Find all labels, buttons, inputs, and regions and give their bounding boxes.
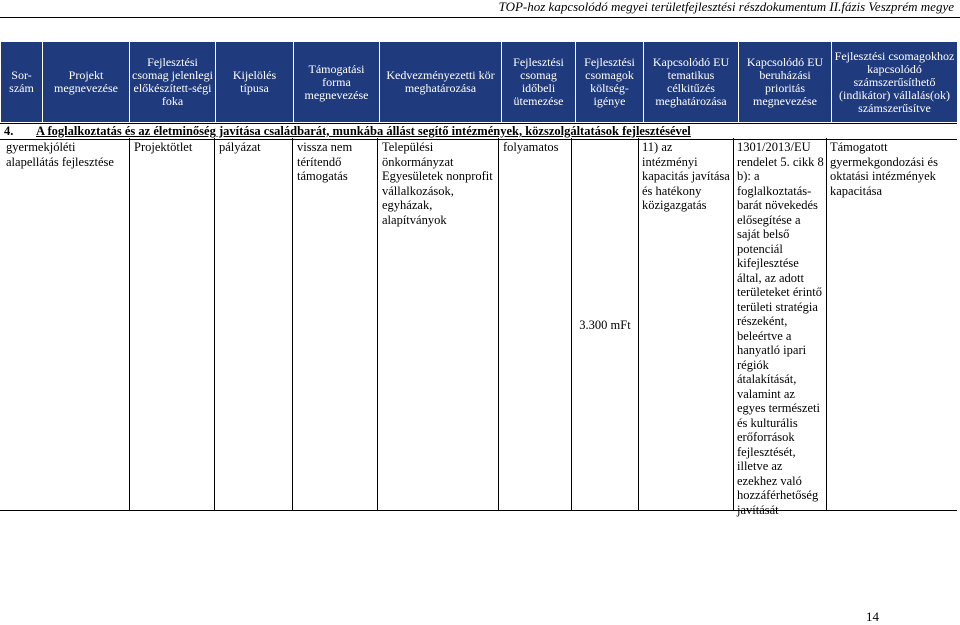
table-row <box>0 138 957 517</box>
column-divider <box>571 138 572 510</box>
section-number: 4. <box>4 124 14 138</box>
cell-thematic-objective: 11) az intézményi kapacitás javítása és hatékony közigazgatás <box>642 140 730 212</box>
header-beruhazasi-prioritas: Kapcsolódó EU beruházási prioritás megnevezése <box>739 42 832 123</box>
table-header <box>0 41 958 123</box>
cell-indicator: Támogatott gyermekgondozási és oktatási intézmények kapacitása <box>830 140 938 198</box>
header-elokeszitettseg: Fejlesztési csomag jelenlegi előkészített-ségi foka <box>130 42 216 123</box>
header-indikator: Fejlesztési csomagokhoz kapcsolódó számszerűsíthető (indikátor) vállalás(ok) számszerűsítve <box>832 42 958 123</box>
cell-investment-priority: 1301/2013/EU rendelet 5. cikk 8 b): a foglalkoztatás-barát növekedés elősegítése a saját belső potenciál kifejlesztése által, az adott területeket érintő területi stratégia részeként, beleértve a hanyatló ipari régiók átalakítását, valamint az egyes természeti és kulturális erőforrások fejlesztését, illetve az ezekhez való hozzáférhetőség javítását <box>737 140 824 517</box>
cell-cost: 3.300 mFt <box>579 318 631 332</box>
page-number: 14 <box>866 609 879 624</box>
cell-project: gyermekjóléti alapellátás fejlesztése <box>6 140 114 169</box>
cell-readiness: Projektötlet <box>134 140 193 154</box>
header-kedvezmenyezetti-kor: Kedvezményezetti kör meghatározása <box>380 42 502 123</box>
section-title: A foglalkoztatás és az életminőség javítása családbarát, munkába állást segítő intézmények, közszolgáltatások fejlesztésével <box>36 124 691 138</box>
column-divider <box>733 138 734 510</box>
column-divider <box>826 138 827 510</box>
cell-designation: pályázat <box>219 140 261 154</box>
cell-beneficiaries: Települési önkormányzat Egyesületek nonprofit vállalkozások, egyházak, alapítványok <box>382 140 493 227</box>
column-divider <box>214 138 215 510</box>
column-divider <box>498 138 499 510</box>
column-divider <box>638 138 639 510</box>
column-divider <box>129 138 130 510</box>
column-divider <box>377 138 378 510</box>
header-projekt: Projekt megnevezése <box>43 42 130 123</box>
cell-schedule: folyamatos <box>503 140 559 154</box>
header-utemezes: Fejlesztési csomag időbeli ütemezése <box>502 42 576 123</box>
header-tamogatasi-forma: Támogatási forma megnevezése <box>294 42 380 123</box>
header-sorszam: Sor-szám <box>1 42 43 123</box>
running-head-text: TOP-hoz kapcsolódó megyei területfejlesztési részdokumentum II.fázis Veszprém megye <box>498 0 954 14</box>
column-divider <box>292 138 293 510</box>
header-koltsegigeny: Fejlesztési csomagok költség-igénye <box>576 42 644 123</box>
header-tematikus-celkituzes: Kapcsolódó EU tematikus célkitűzés meghatározása <box>644 42 739 123</box>
header-kijeloles: Kijelölés típusa <box>216 42 294 123</box>
cell-support-form: vissza nem térítendő támogatás <box>297 140 353 183</box>
running-head <box>0 0 960 18</box>
